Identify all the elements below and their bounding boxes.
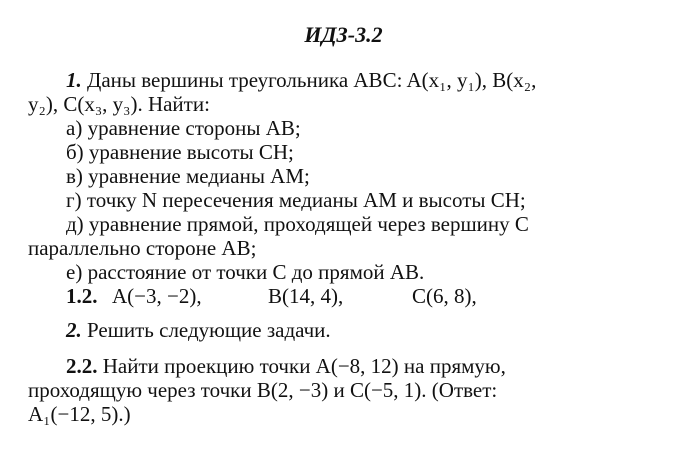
task1-item-b: б) уравнение высоты CH; — [66, 140, 294, 164]
task1-line2: y₂), C(x₃, y₃). Найти: — [28, 92, 210, 116]
task2-number: 2. — [66, 318, 82, 342]
task22-line3: A₁(−12, 5).) — [28, 402, 131, 426]
task1-variant — [66, 284, 98, 308]
task1-item-d-cont: параллельно стороне AB; — [28, 236, 257, 260]
task1-item-d: д) уравнение прямой, проходящей через вершину C — [66, 212, 529, 236]
point-b: B(14, 4), — [268, 284, 344, 308]
task1-item-a: а) уравнение стороны AB; — [66, 116, 301, 140]
task1-line1 — [66, 68, 536, 92]
point-c: C(6, 8), — [412, 284, 477, 308]
task22-number: 2.2. — [66, 354, 98, 378]
task22-line2: проходящую через точки B(2, −3) и C(−5, 1). (Ответ: — [28, 378, 498, 402]
task1-item-v: в) уравнение медианы AM; — [66, 164, 310, 188]
task1-text-1: Даны вершины треугольника ABC: A(x₁, y₁), B(x₂, — [87, 68, 537, 92]
variant-number: 1.2. — [66, 284, 98, 308]
task22-line1 — [66, 354, 506, 378]
task2-text: Решить следующие задачи. — [87, 318, 331, 342]
task1-number: 1. — [66, 68, 82, 92]
task1-item-e: е) расстояние от точки C до прямой AB. — [66, 260, 425, 284]
point-a: A(−3, −2), — [112, 284, 202, 308]
task1-item-g: г) точку N пересечения медианы AM и высоты CH; — [66, 188, 526, 212]
task22-text-1: Найти проекцию точки A(−8, 12) на прямую, — [102, 354, 506, 378]
page-title: ИДЗ-3.2 — [304, 22, 383, 47]
task2-line — [66, 318, 331, 342]
